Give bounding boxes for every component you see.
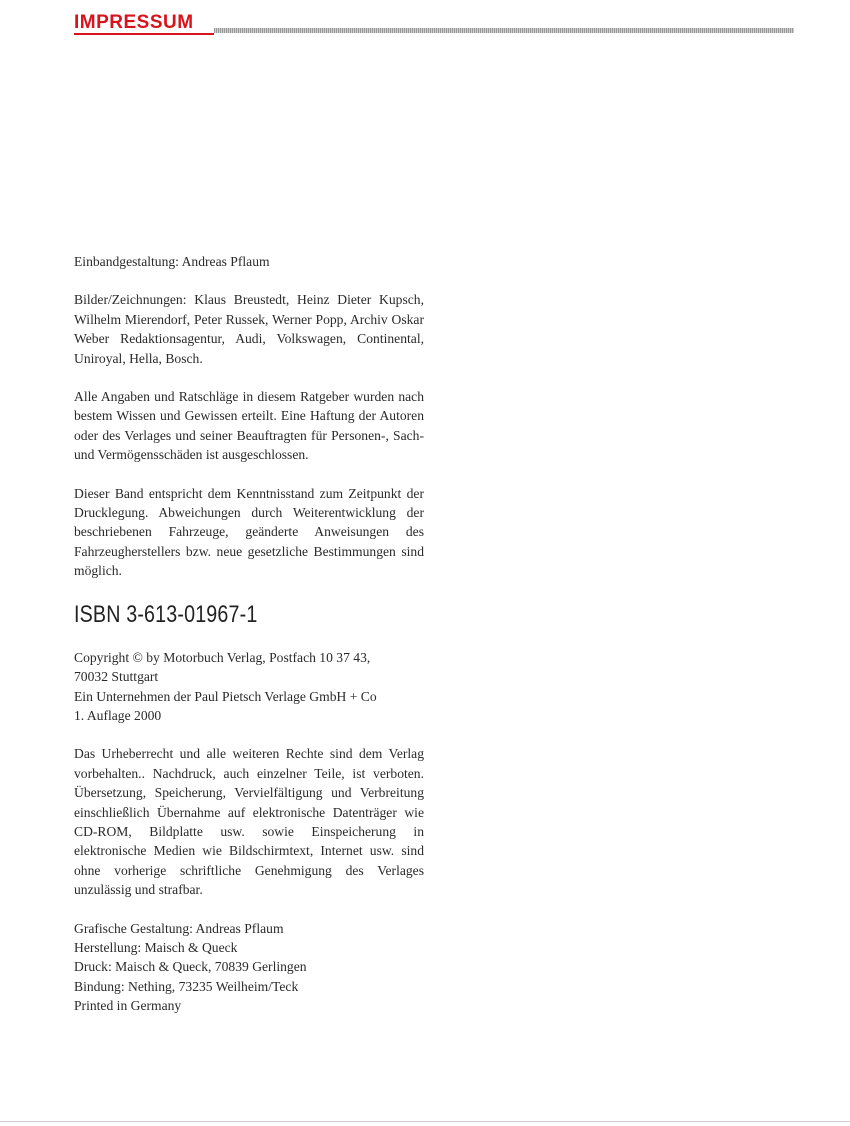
header-underline	[74, 33, 214, 35]
page-title: IMPRESSUM	[74, 12, 194, 33]
credit-line: Herstellung: Maisch & Queck	[74, 939, 238, 955]
imprint-content	[74, 252, 424, 1035]
copyright-line: 70032 Stuttgart	[74, 669, 159, 685]
credit-line: Printed in Germany	[74, 998, 182, 1014]
copyright-line: Copyright © by Motorbuch Verlag, Postfach 10 37 43,	[74, 649, 371, 665]
knowledge-status-note: Dieser Band entspricht dem Kenntnisstand zum Zeitpunkt der Drucklegung. Abweichungen durch Weiterentwicklung der beschriebenen Fahrzeuge, geänderte Anweisungen des Fahrzeugherstellers bzw. neue gesetzliche Bestimmungen sind möglich.	[74, 485, 424, 579]
copyright-block	[74, 648, 424, 726]
copyright-line: 1. Auflage 2000	[74, 707, 162, 723]
liability-disclaimer: Alle Angaben und Ratschläge in diesem Ratgeber wurden nach bestem Wissen und Gewissen erteilt. Eine Haftung der Autoren oder des Verlages und seiner Beauftragten für Personen-, Sach- und Vermögensschäden ist ausgeschlossen.	[74, 389, 424, 463]
credit-line: Druck: Maisch & Queck, 70839 Gerlingen	[74, 959, 307, 975]
credit-line: Grafische Gestaltung: Andreas Pflaum	[74, 920, 284, 936]
isbn-number: ISBN 3-613-01967-1	[74, 600, 258, 628]
credit-line: Bindung: Nething, 73235 Weilheim/Teck	[74, 978, 299, 994]
page-header	[74, 12, 794, 36]
copyright-notice: Das Urheberrecht und alle weiteren Rechte sind dem Verlag vorbehalten.. Nachdruck, auch einzelner Teile, ist verboten. Übersetzung, Speicherung, Vervielfältigung und Verbreitung einschließlich Übernahme auf elektronische Datenträger wie CD-ROM, Bildplatte usw. sowie Einspeicherung in elektronische Medien wie Bildschirmtext, Internet usw. sind ohne vorherige schriftliche Genehmigung des Verlages unzulässig und strafbar.	[74, 746, 424, 898]
header-rule	[214, 28, 794, 33]
cover-design-credit: Einbandgestaltung: Andreas Pflaum	[74, 254, 270, 269]
image-credits: Bilder/Zeichnungen: Klaus Breustedt, Heinz Dieter Kupsch, Wilhelm Mierendorf, Peter Russek, Werner Popp, Archiv Oskar Weber Redaktionsagentur, Audi, Volkswagen, Continental, Uniroyal, Hella, Bosch.	[74, 292, 424, 366]
copyright-line: Ein Unternehmen der Paul Pietsch Verlage GmbH + Co	[74, 688, 377, 704]
bottom-edge	[0, 1121, 850, 1122]
production-credits	[74, 919, 424, 1016]
